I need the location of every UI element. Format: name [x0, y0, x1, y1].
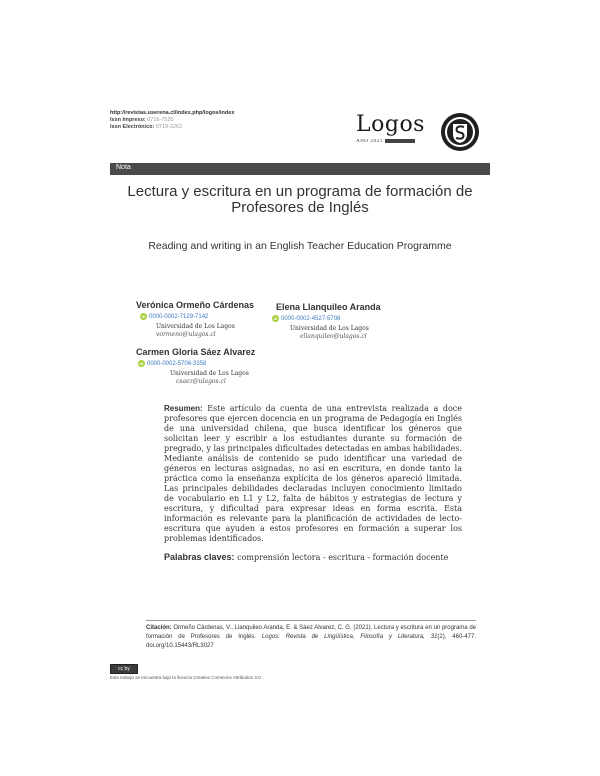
keywords-text: comprensión lectora - escritura - formación docente	[237, 553, 449, 562]
journal-logo: Logos	[356, 112, 425, 137]
section-bar	[110, 163, 490, 175]
author-block	[136, 347, 255, 385]
citation-divider	[146, 620, 476, 621]
author-email[interactable]: ellanquileo@ulagos.cl	[300, 333, 367, 340]
author-block	[136, 300, 254, 338]
abstract	[164, 404, 462, 544]
author-name: Verónica Ormeño Cárdenas	[136, 300, 255, 310]
cc-license-badge-icon[interactable]: cc by	[110, 664, 138, 674]
journal-logo-subtitle: AÑO 2021	[356, 139, 420, 145]
issn-electronic: Issn Electrónico: 0719-3262	[110, 124, 183, 130]
keywords-label: Palabras claves:	[164, 552, 235, 562]
orcid-link[interactable]: iD 0000-0002-7129-7142	[141, 313, 209, 320]
university-seal-icon	[440, 112, 480, 152]
orcid-icon: iD	[139, 361, 144, 366]
abstract-label: Resumen:	[164, 404, 203, 413]
author-affiliation: Universidad de Los Lagos	[170, 370, 249, 377]
author-name: Carmen Gloria Sáez Alvarez	[136, 347, 256, 357]
orcid-link[interactable]: iD 0000-0002-4527-5708	[273, 315, 341, 322]
citation: Citación: Ormeño Cárdenas, V., Llanquileo Aranda, E. & Sáez Alvarez, C. G. (2021). Lectura y escritura en un programa de formación de Profesores de Inglés. Logos: Revista de Lingüística, Filosofía y Literatura, 31(2), 460-477. doi.org/10.15443/RL3027	[146, 625, 476, 649]
author-name: Elena Llanquileo Aranda	[276, 302, 381, 312]
license-text: Este trabajo se encuentra bajo la licencia Creative Commons Attribution 3.0.	[110, 675, 262, 680]
author-affiliation: Universidad de Los Lagos	[156, 323, 235, 330]
author-email[interactable]: vormeno@ulagos.cl	[156, 331, 216, 338]
author-block	[273, 302, 381, 340]
abstract-text: Este artículo da cuenta de una entrevista realizada a doce profesores que ejercen docencia en un programa de Pedagogía en Inglés de una universidad chilena, que busca identificar los géneros que solicitan leer y escribir a los estudiantes durante su formación de pregrado, y las principales dificultades detectadas en ambas habilidades. Mediante análisis de contenido se pudo identificar una variedad de géneros en lecturas asignadas, no así en escritura, en donde tanto la práctica como la enseñanza explícita de los géneros apareció limitada. Las principales debilidades declaradas incluyen conocimiento limitado de vocabulario en L1 y L2, falta de hábitos y estrategias de lectura y escritura, y dificultad para expresar ideas en forma escrita. Esta información es relevante para la planificación de actividades de lecto-escritura que ayuden a estos profesores en formación a superar los problemas identificados.	[164, 404, 462, 543]
section-label: Nota	[116, 164, 131, 171]
article-title-english: Reading and writing in an English Teacher Education Programme	[148, 240, 452, 252]
orcid-icon: iD	[273, 316, 278, 321]
author-email[interactable]: csaez@ulagos.cl	[176, 378, 226, 385]
journal-url[interactable]: http://revistas.userena.cl/index.php/logos/index	[110, 110, 235, 116]
issn-print: Issn Impreso: 0716-7520	[110, 117, 174, 123]
article-title: Lectura y escritura en un programa de formación de Profesores de Inglés	[127, 183, 473, 216]
keywords	[164, 552, 484, 562]
orcid-icon: iD	[141, 314, 146, 319]
orcid-link[interactable]: iD 0000-0002-5706-3358	[139, 360, 207, 367]
author-affiliation: Universidad de Los Lagos	[290, 325, 369, 332]
